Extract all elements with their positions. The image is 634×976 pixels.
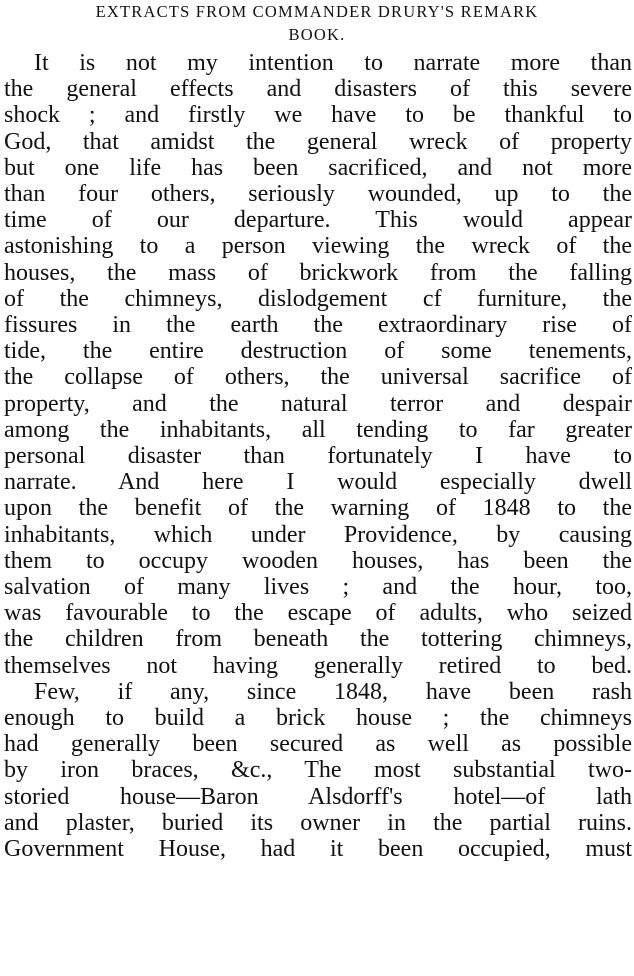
text-line: houses, the mass of brickwork from the falling — [4, 259, 632, 286]
text-line: personal disaster than fortunately I have to — [4, 443, 632, 470]
text-line: upon the benefit of the warning of 1848 to the — [4, 495, 632, 522]
text-line: narrate. And here I would especially dwell — [4, 469, 632, 496]
text-line: God, that amidst the general wreck of property — [4, 128, 632, 155]
text-line: the general effects and disasters of this severe — [4, 76, 632, 103]
text-line: astonishing to a person viewing the wreck of the — [4, 233, 632, 260]
heading-line-2: BOOK. — [288, 25, 346, 44]
text-line: themselves not having generally retired to bed. — [4, 652, 632, 679]
heading-line-1: EXTRACTS FROM COMMANDER DRURY'S REMARK — [95, 2, 539, 21]
text-line: and plaster, buried its owner in the partial ruins. — [4, 809, 632, 836]
text-line: tide, the entire destruction of some tenements, — [4, 338, 632, 365]
text-line: than four others, seriously wounded, up to the — [4, 181, 632, 208]
text-line: among the inhabitants, all tending to far greater — [4, 416, 632, 443]
text-line: inhabitants, which under Providence, by causing — [4, 521, 632, 548]
text-line: had generally been secured as well as possible — [4, 731, 632, 758]
text-line: but one life has been sacrificed, and not more — [4, 154, 632, 181]
text-line: It is not my intention to narrate more than — [34, 50, 632, 76]
text-line: by iron braces, &c., The most substantial two- — [4, 757, 632, 784]
text-line: shock ; and firstly we have to be thankful to — [4, 102, 632, 129]
text-line: the collapse of others, the universal sacrifice of — [4, 364, 632, 391]
article-heading — [0, 0, 634, 47]
text-line: enough to build a brick house ; the chimneys — [4, 705, 632, 732]
text-line: Few, if any, since 1848, have been rash — [34, 678, 632, 705]
text-line: them to occupy wooden houses, has been the — [4, 547, 632, 574]
text-line: time of our departure. This would appear — [4, 207, 632, 234]
text-line: storied house—Baron Alsdorff's hotel—of lath — [4, 783, 632, 810]
text-line: was favourable to the escape of adults, who seized — [4, 600, 632, 627]
text-line: of the chimneys, dislodgement cf furniture, the — [4, 285, 632, 312]
text-line: salvation of many lives ; and the hour, too, — [4, 574, 632, 601]
paragraph-1 — [0, 50, 634, 679]
paragraph-2 — [0, 679, 634, 862]
text-line: Government House, had it been occupied, must — [4, 836, 632, 863]
text-line: fissures in the earth the extraordinary rise of — [4, 312, 632, 339]
text-line: property, and the natural terror and despair — [4, 390, 632, 417]
text-line: the children from beneath the tottering chimneys, — [4, 626, 632, 653]
